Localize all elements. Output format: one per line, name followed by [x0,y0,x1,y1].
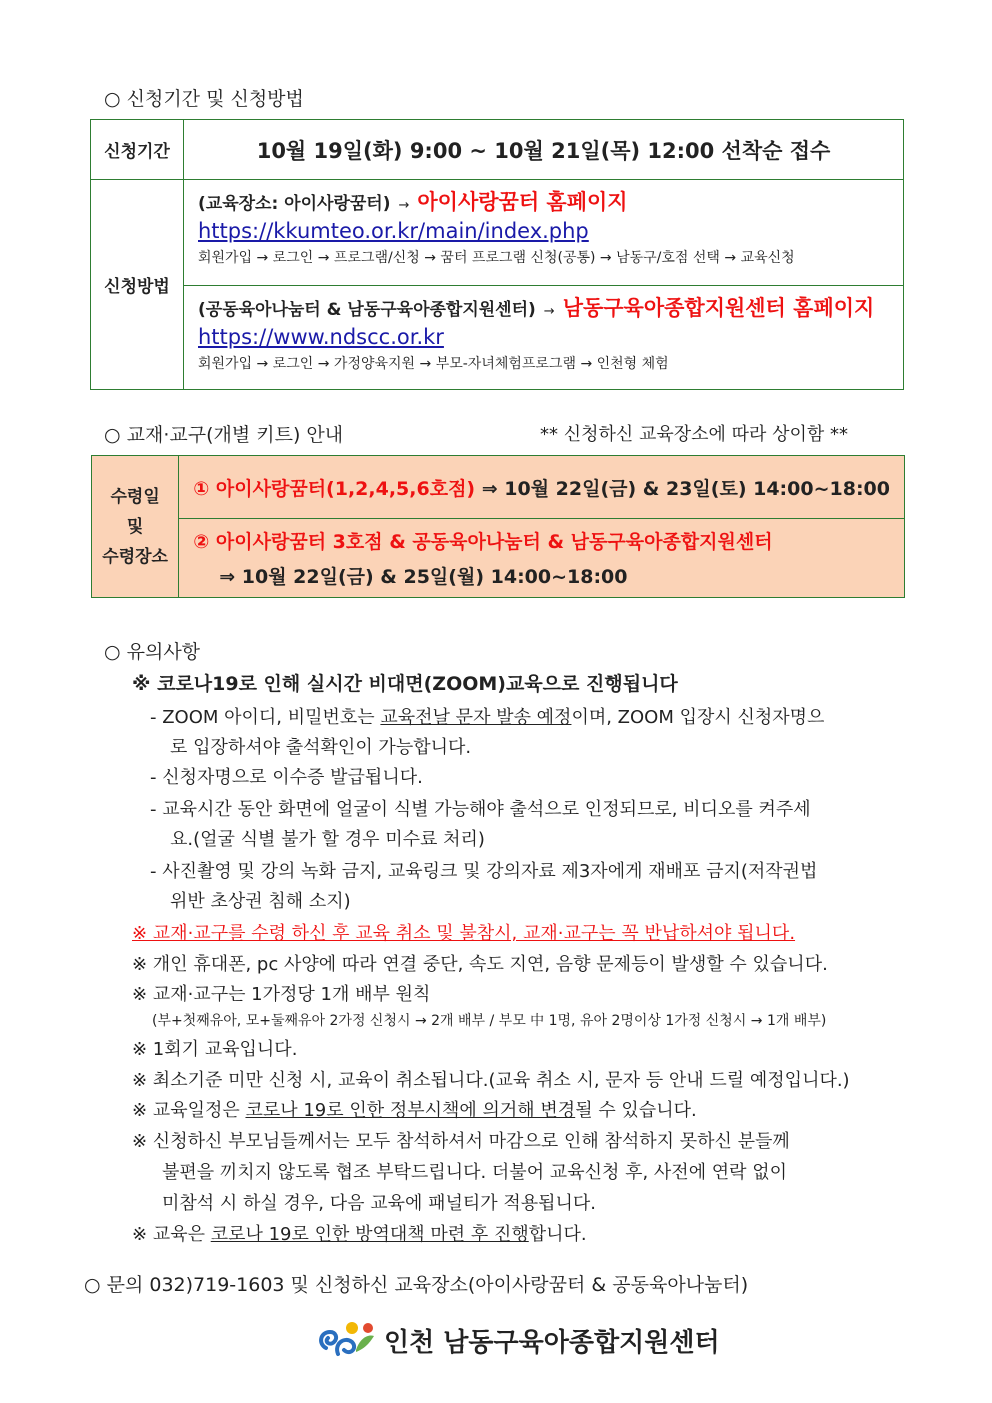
section2-title: ○ 교재·교구(개별 키트) 안내 [104,424,344,446]
bullet4: - 사진촬영 및 강의 녹화 금지, 교육링크 및 강의자료 제3자에게 재배포 금지(저작권법 [150,861,818,882]
bullet1-post: 이며, ZOOM 입장시 신청자명으 [571,707,825,728]
note-attendance-l2: 불편을 끼치지 않도록 협조 부탁드립니다. 더불어 교육신청 후, 사전에 연락 없이 [162,1162,788,1183]
note-attendance-l3: 미참석 시 하실 경우, 다음 교육에 패널티가 적용됩니다. [162,1193,597,1214]
bullet1 [150,703,824,729]
note-session: ※ 1회기 교육입니다. [132,1039,298,1060]
note-device: ※ 개인 휴대폰, pc 사양에 따라 연결 중단, 속도 지연, 음향 문제등이 발생할 수 있습니다. [132,954,828,975]
section2-note: ** 신청하신 교육장소에 따라 상이함 ** [540,424,849,445]
arrow-icon: → [398,198,410,213]
kit-label-line2: 및 [126,516,144,537]
note-quarantine-underline: 코로나 19로 인한 방역대책 마련 후 진행 [210,1224,529,1245]
kit-row1-place: ① 아이사랑꿈터(1,2,4,5,6호점) [193,477,476,500]
bullet4-cont: 위반 초상권 침해 소지) [170,891,351,912]
note-schedule-pre: ※ 교육일정은 [132,1100,246,1121]
application-table [90,119,904,390]
period-value: 10월 19일(화) 9:00 ~ 10월 21일(목) 12:00 선착순 접수 [184,120,904,180]
note-quarantine-pre: ※ 교육은 [132,1224,211,1245]
method2-cell [184,286,904,390]
note-schedule-underline: 코로나 19로 인한 정부시책에 의거해 변경 [245,1100,576,1121]
kit-row1-date: ⇒ 10월 22일(금) & 23일(토) 14:00~18:00 [475,477,890,500]
center-logo-icon [316,1318,378,1364]
bullet1-cont: 로 입장하셔야 출석확인이 가능합니다. [170,737,472,758]
note-attendance-l1: ※ 신청하신 부모님들께서는 모두 참석하셔서 마감으로 인해 참석하지 못하신 분들께 [132,1131,790,1152]
contact-line: ○ 문의 032)719-1603 및 신청하신 교육장소(아이사랑꿈터 & 공동육아나눔터) [84,1274,749,1296]
method1-head: (교육장소: 아이사랑꿈터) [198,194,391,214]
kit-label-line1: 수령일 [110,486,160,507]
bullet1-underline: 교육전날 문자 발송 예정 [380,707,572,728]
method2-target: 남동구육아종합지원센터 홈페이지 [562,296,875,320]
period-label: 신청기간 [91,120,184,180]
section3-title: ○ 유의사항 [104,641,201,663]
bullet3: - 교육시간 동안 화면에 얼굴이 식별 가능해야 출석으로 인정되므로, 비디오를 켜주세 [150,799,811,820]
note-schedule-post: 될 수 있습니다. [575,1100,697,1121]
kit-table [91,455,905,598]
kit-row2 [179,519,905,598]
ndscc-link[interactable]: https://www.ndscc.or.kr [198,325,444,349]
kkumteo-link[interactable]: https://kkumteo.or.kr/main/index.php [198,219,589,243]
kit-row1 [179,456,905,519]
note-quarantine-post: 합니다. [528,1224,587,1245]
note-quarantine [132,1220,587,1246]
note-minimum: ※ 최소기준 미만 신청 시, 교육이 취소됩니다.(교육 취소 시, 문자 등 안내 드릴 예정입니다.) [132,1070,850,1091]
method1-cell [184,180,904,286]
method2-steps: 회원가입 → 로그인 → 가정양육지원 → 부모-자녀체험프로그램 → 인천형 체험 [198,356,669,372]
method1-head-line [198,186,891,216]
bullet1-pre: - ZOOM 아이디, 비밀번호는 [150,707,381,728]
return-kit-notice: ※ 교재·교구를 수령 하신 후 교육 취소 및 불참시, 교재·교구는 꼭 반납하셔야 됩니다. [132,923,796,944]
kit-row2-date: ⇒ 10월 22일(금) & 25일(월) 14:00~18:00 [219,566,628,588]
kit-label [92,456,179,598]
note-schedule [132,1096,697,1122]
method1-target: 아이사랑꿈터 홈페이지 [417,190,628,214]
section1-title: ○ 신청기간 및 신청방법 [104,88,304,110]
kit-row2-place: ② 아이사랑꿈터 3호점 & 공동육아나눔터 & 남동구육아종합지원센터 [193,531,773,553]
center-name: 인천 남동구육아종합지원센터 [384,1328,720,1358]
method2-head-line [198,292,891,322]
arrow-icon: → [543,304,555,319]
kit-label-line3: 수령장소 [102,546,168,567]
bullet3-cont: 요.(얼굴 식별 불가 할 경우 미수료 처리) [170,829,485,850]
bullet2: - 신청자명으로 이수증 발급됩니다. [150,767,423,788]
method1-steps: 회원가입 → 로그인 → 프로그램/신청 → 꿈터 프로그램 신청(공통) → 남동구/호점 선택 → 교육신청 [198,250,795,266]
method-label: 신청방법 [91,180,184,390]
zoom-heading: ※ 코로나19로 인해 실시간 비대면(ZOOM)교육으로 진행됩니다 [132,673,678,695]
note-kit-rule: ※ 교재·교구는 1가정당 1개 배부 원칙 [132,984,431,1005]
method2-head: (공동육아나눔터 & 남동구육아종합지원센터) [198,300,536,320]
note-kit-rule-detail: (부+첫째유아, 모+둘째유아 2가정 신청시 → 2개 배부 / 부모 中 1명, 유아 2명이상 1가정 신청시 → 1개 배부) [152,1013,827,1029]
